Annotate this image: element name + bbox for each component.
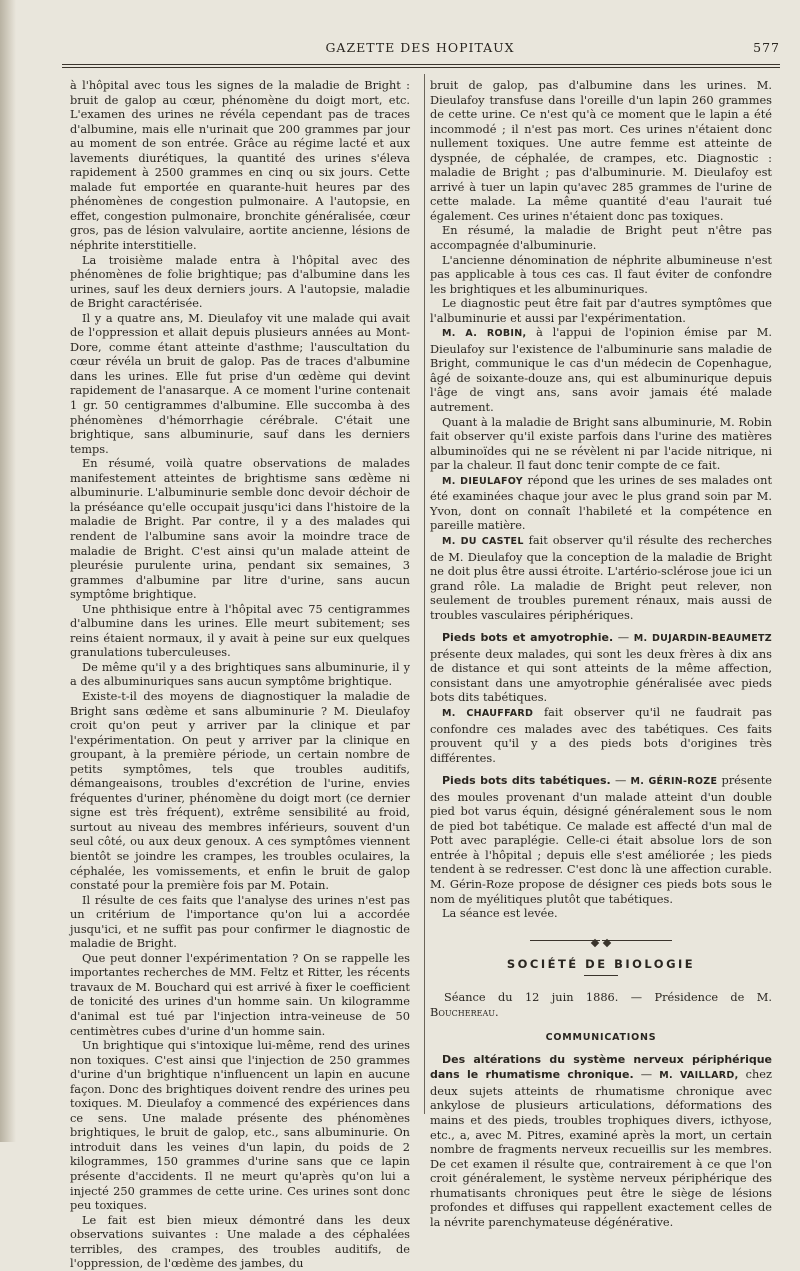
speaker-name: M. VAILLARD, (659, 1070, 739, 1082)
paragraph: La troisième malade entra à l'hôpital avec des phénomènes de folie brightique; pas d'albumine dans les urines, sauf les deux derniers jours. A l'autopsie, maladie de Bright caractérisée. (70, 252, 410, 311)
pieds-bots-tabetiques-paragraph: Pieds bots dits tabétiques. — M. GÉRIN-ROZE présente des moules provenant d'un malade atteint d'un double pied bot varus équin, désigné généralement sous le nom de pied bot tabétique. Ce malade est affecté d'un mal de Pott avec paraplégie. Celle-ci était absolue lors de son entrée à l'hôpital ; depuis elle s'est améliorée ; les pieds tendent à se redresser. C'est donc là une affection curable. M. Gérin-Roze propose de désigner ces pieds bots sous le nom de myélitiques plutôt que tabétiques. (430, 773, 772, 906)
paragraph: En résumé, voilà quatre observations de malades manifestement atteintes de brightisme sans œdème ni albuminurie. L'albuminurie semble donc devoir déchoir de la préséance qu'elle occupait jusqu'ici dans l'histoire de la maladie de Bright. Par contre, il y a des malades qui rendent de l'albumine sans avoir la moindre trace de maladie de Bright. C'est ainsi qu'un malade atteint de pleurésie purulente urina, pendant six semaines, 3 grammes d'albumine par litre d'urine, sans aucun symptôme brightique. (70, 456, 410, 602)
paragraph: Le diagnostic peut être fait par d'autres symptômes que l'albuminurie et aussi par l'expérimentation. (430, 296, 772, 325)
speaker-name: M. CHAUFFARD (442, 707, 534, 719)
paragraph-text: fait observer qu'il ne faudrait pas confondre ces malades avec des tabétiques. Ces faits prouvent qu'il y a des pieds bots d'origines très différentes. (430, 704, 773, 765)
paragraph-text: présente des moules provenant d'un malade atteint d'un double pied bot varus équin, désigné généralement sous le nom de pied bot tabétique. Ce malade est affecté d'un mal de Pott avec paraplégie. Celle-ci était absolue lors de son entrée à l'hôpital ; depuis elle s'est améliorée ; les pieds tendent à se redresser. C'est donc là une affection curable. M. Gérin-Roze propose de désigner ces pieds bots sous le nom de myélitiques plutôt que tabétiques. (430, 773, 772, 906)
president-name: Bouchereau (430, 1004, 495, 1019)
seance-line: Séance du 12 juin 1886. — Présidence de M. Bouchereau. (430, 990, 772, 1019)
column-divider (424, 74, 425, 1114)
header-rule-top (62, 64, 780, 65)
pieds-bots-amyotrophie-paragraph: Pieds bots et amyotrophie. — M. DUJARDIN-BEAUMETZ présente deux malades, qui sont les deux frères à dix ans de distance et qui sont atteints de la même affection, consistant dans une amyotrophie généralisée avec pieds bots dits tabétiques. (430, 630, 772, 705)
paragraph-text: répond que les urines de ses malades ont été examinées chaque jour avec le plus grand soin par M. Yvon, dont on connaît l'habileté et la compétence en pareille matière. (430, 472, 772, 533)
speaker-name: M. DU CASTEL (442, 535, 524, 547)
page-binding-edge (0, 0, 16, 1142)
paragraph: Le fait est bien mieux démontré dans les deux observations suivantes : Une malade a des céphalées terribles, des crampes, des troubles auditifs, de l'oppression, de l'œdème des jambes, du (70, 1212, 410, 1271)
speaker-name: M. GÉRIN-ROZE (630, 776, 718, 788)
paragraph: De même qu'il y a des brightiques sans albuminurie, il y a des albuminuriques sans aucun symptôme brightique. (70, 659, 410, 689)
ornament-line-left (530, 940, 600, 941)
speaker-name: M. DIEULAFOY (442, 475, 523, 487)
ornament-line-right (602, 940, 672, 941)
paragraph: L'ancienne dénomination de néphrite albumineuse n'est pas applicable à tous ces cas. Il faut éviter de confondre les brightiques et les albuminuriques. (430, 252, 772, 296)
paragraph: Il résulte de ces faits que l'analyse des urines n'est pas un critérium de l'importance qu'on lui a accordée jusqu'ici, et ne suffit pas pour confirmer le diagnostic de maladie de Bright. (70, 892, 410, 951)
castel-paragraph (430, 533, 772, 622)
paragraph-text: chez deux sujets atteints de rhumatisme chronique avec ankylose de plusieurs articulations, déformations des mains et des pieds, troubles trophiques divers, icthyose, etc., a, avec M. Pitres, examiné après la mort, un certain nombre de fragments nerveux recueillis sur les membres. De cet examen il résulte que, contrairement à ce que l'on croit généralement, le système nerveux périphérique des rhumatisants chroniques peut être le siège de lésions profondes et diffuses qui rappellent exactement celles de la névrite parenchymateuse dégénérative. (430, 1067, 772, 1229)
paragraph: bruit de galop, pas d'albumine dans les urines. M. Dieulafoy transfuse dans l'oreille d'un lapin 260 grammes de cette urine. Ce n'est qu'à ce moment que le lapin a été incommodé ; il n'est pas mort. Ces urines n'étaient donc nullement toxiques. Une autre femme est atteinte de dyspnée, de céphalée, de crampes, etc. Diagnostic : maladie de Bright ; pas d'albuminurie. M. Dieulafoy est arrivé à tuer un lapin qu'avec 285 grammes de l'urine de cette malade. La même quantité d'eau l'aurait tué également. Ces urines n'étaient donc pas toxiques. (430, 78, 772, 223)
section-title: SOCIÉTÉ DE BIOLOGIE (506, 956, 696, 971)
paragraph: Un brightique qui s'intoxique lui-même, rend des urines non toxiques. C'est ainsi que l'injection de 250 grammes d'urine d'un brightique n'influencent un lapin en aucune façon. Donc des brightiques doivent rendre des urines peu toxiques. M. Dieulafoy a commencé des expériences dans ce sens. Une malade présente des phénomènes brightiques, le bruit de galop, etc., sans albuminurie. On introduit dans les veines d'un lapin, du poids de 2 kilogrammes, 150 grammes d'urine sans que ce lapin présente d'accidents. Il ne meurt qu'après qu'on lui a injecté 250 grammes de cette urine. Ces urines sont donc peu toxiques. (70, 1038, 410, 1213)
paragraph: Une phthisique entre à l'hôpital avec 75 centigrammes d'albumine dans les urines. Elle meurt subitement; ses reins étaient normaux, il y avait à peine sur eux quelques granulations tuberculeuses. (70, 601, 410, 660)
left-column (70, 78, 410, 1271)
chauffard-paragraph (430, 705, 772, 765)
paragraph: Il y a quatre ans, M. Dieulafoy vit une malade qui avait de l'oppression et allait depuis plusieurs années au Mont-Dore, comme étant atteinte d'asthme; l'auscultation du cœur révéla un bruit de galop. Pas de traces d'albumine dans les urines. Elle fut prise d'un œdème qui devint rapidement de l'anasarque. A ce moment l'urine contenait 1 gr. 50 centigrammes d'albumine. Elle succomba à des phénomènes d'hémorrhagie cérébrale. C'était une brightique, sans albuminurie, sauf dans les derniers temps. (70, 310, 410, 456)
dieulafoy-paragraph (430, 473, 772, 533)
communications-heading: COMMUNICATIONS (545, 1032, 657, 1044)
paragraph-text: à l'appui de l'opinion émise par M. Dieulafoy sur l'existence de l'albuminurie sans maladie de Bright, communique le cas d'un médecin de Copenhague, âgé de soixante-douze ans, qui est albuminurique depuis l'âge de vingt ans, sans avoir jamais été malade autrement. (430, 325, 772, 415)
paragraph: à l'hôpital avec tous les signes de la maladie de Bright : bruit de galop au cœur, phénomène du doigt mort, etc. L'examen des urines ne révéla cependant pas de traces d'albumine, mais elle n'urinait que 200 grammes par jour au moment de son entrée. Grâce au régime lacté et aux lavements diurétiques, la quantité des urines s'éleva rapidement à 2500 grammes en cinq ou six jours. Cette malade fut emportée en quarante-huit heures par des phénomènes de congestion pulmonaire. A l'autopsie, en effet, congestion pulmonaire, bronchite généralisée, cœur gros, pas de lésion valvulaire, aortite ancienne, lésions de néphrite interstitielle. (70, 78, 410, 253)
section-short-rule (584, 975, 618, 976)
journal-title: GAZETTE DES HOPITAUX (325, 40, 515, 55)
paragraph: Quant à la maladie de Bright sans albuminurie, M. Robin fait observer qu'il existe parfois dans l'urine des matières albuminoïdes qui ne se révèlent ni par l'acide nitrique, ni par la chaleur. Il faut donc tenir compte de ce fait. (430, 414, 772, 473)
paragraph-text: fait observer qu'il résulte des recherches de M. Dieulafoy que la conception de la maladie de Bright ne doit plus être aussi étroite. L'artério-sclérose joue ici un grand rôle. La maladie de Bright peut relever, non seulement de troubles purement rénaux, mais aussi de troubles vasculaires périphériques. (430, 532, 772, 622)
article-heading: Pieds bots dits tabétiques. (442, 774, 611, 788)
paragraph: Que peut donner l'expérimentation ? On se rappelle les importantes recherches de MM. Feltz et Ritter, les récents travaux de M. Bouchard qui est arrivé à fixer le coefficient de tonicité des urines d'un homme sain. Un kilogramme d'animal est tué par l'injection intra-veineuse de 50 centimètres cubes d'urine d'un homme sain. (70, 950, 410, 1038)
seance-text: Séance du 12 juin 1886. — Présidence de M. (444, 990, 772, 1005)
alterations-paragraph: Des altérations du système nerveux périphérique dans le rhumatisme chronique. — M. VAILLARD, chez deux sujets atteints de rhumatisme chronique avec ankylose de plusieurs articulations, déformations des mains et des pieds, troubles trophiques divers, icthyose, etc., a, avec M. Pitres, examiné après la mort, un certain nombre de fragments nerveux recueillis sur les membres. De cet examen il résulte que, contrairement à ce que l'on croit généralement, le système nerveux périphérique des rhumatisants chroniques peut être le siège de lésions profondes et diffuses qui rappellent exactement celles de la névrite parenchymateuse dégénérative. (430, 1052, 772, 1229)
paragraph: En résumé, la maladie de Bright peut n'être pas accompagnée d'albuminurie. (430, 223, 772, 253)
section-ornament (430, 935, 772, 945)
speaker-name: M. A. ROBIN, (442, 328, 527, 340)
article-heading: Des altérations du système nerveux périphérique dans le rhumatisme chronique. (430, 1052, 772, 1082)
page-header (60, 40, 780, 58)
article-heading: Pieds bots et amyotrophie. (442, 631, 614, 645)
paragraph: Existe-t-il des moyens de diagnostiquer la maladie de Bright sans œdème et sans albuminurie ? M. Dieulafoy croit qu'on peut y arriver par la clinique et par l'expérimentation. On peut y arriver par la clinique en groupant, à la première période, un certain nombre de petits symptômes, tels que troubles auditifs, démangeaisons, troubles d'excrétion de l'urine, envies fréquentes d'uriner, phénomène du doigt mort (ce dernier signe est très fréquent), extrême sensibilité au froid, surtout au niveau des membres inférieurs, souvent d'un seul côté, ou aux deux genoux. A ces symptômes viennent bientôt se joindre les crampes, les troubles oculaires, la céphalée, les vomissements, et enfin le bruit de galop constaté pour la première fois par M. Potain. (70, 688, 410, 893)
paragraph-text: présente deux malades, qui sont les deux frères à dix ans de distance et qui sont atteints de la même affection, consistant dans une amyotrophie généralisée avec pieds bots dits tabétiques. (430, 646, 772, 705)
right-column (430, 78, 772, 1229)
seance-levee: La séance est levée. (442, 906, 558, 921)
robin-paragraph (430, 325, 772, 414)
page-number: 577 (753, 40, 780, 55)
speaker-name: M. DUJARDIN-BEAUMETZ (633, 633, 772, 645)
header-rule-bottom (62, 67, 780, 68)
